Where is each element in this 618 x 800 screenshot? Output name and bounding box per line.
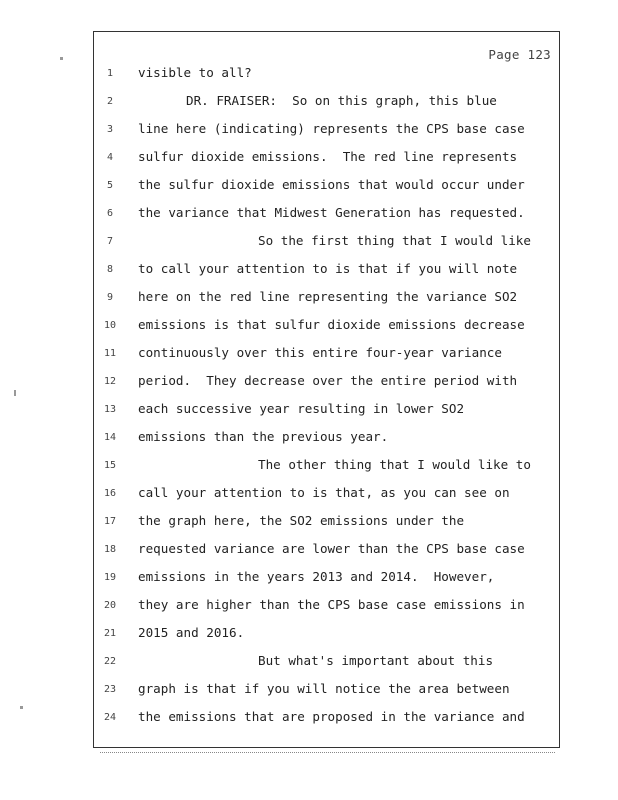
- line-text: the emissions that are proposed in the variance and: [138, 709, 525, 724]
- scan-speck: [60, 57, 63, 60]
- scan-bottom-rule: [100, 752, 555, 754]
- line-text: requested variance are lower than the CPS base case: [138, 541, 525, 556]
- transcript-line: [94, 177, 561, 197]
- line-text: call your attention to is that, as you can see on: [138, 485, 510, 500]
- transcript-line: [94, 345, 561, 365]
- line-number: 20: [103, 600, 117, 611]
- line-text: The other thing that I would like to: [258, 457, 531, 472]
- line-number: 2: [106, 96, 114, 107]
- line-number: 17: [103, 516, 117, 527]
- transcript-line: [94, 485, 561, 505]
- line-text: the sulfur dioxide emissions that would occur under: [138, 177, 525, 192]
- line-text: 2015 and 2016.: [138, 625, 245, 640]
- line-number: 19: [103, 572, 117, 583]
- transcript-line: [94, 233, 561, 253]
- transcript-line: [94, 513, 561, 533]
- line-text: visible to all?: [138, 65, 252, 80]
- line-text: the variance that Midwest Generation has requested.: [138, 205, 525, 220]
- transcript-line: [94, 121, 561, 141]
- transcript-line: [94, 457, 561, 477]
- scan-speck: [14, 390, 16, 396]
- line-text: emissions than the previous year.: [138, 429, 389, 444]
- line-number: 14: [103, 432, 117, 443]
- transcript-line: [94, 65, 561, 85]
- transcript-line: [94, 401, 561, 421]
- line-number: 3: [106, 124, 114, 135]
- line-text: sulfur dioxide emissions. The red line represents: [138, 149, 518, 164]
- line-text: line here (indicating) represents the CPS base case: [138, 121, 525, 136]
- transcript-line: [94, 681, 561, 701]
- line-number: 21: [103, 628, 117, 639]
- line-number: 15: [103, 460, 117, 471]
- line-text: the graph here, the SO2 emissions under the: [138, 513, 465, 528]
- transcript-line: [94, 205, 561, 225]
- line-number: 7: [106, 236, 114, 247]
- transcript-line: [94, 541, 561, 561]
- line-text: each successive year resulting in lower SO2: [138, 401, 465, 416]
- line-number: 5: [106, 180, 114, 191]
- line-number: 6: [106, 208, 114, 219]
- line-number: 11: [103, 348, 117, 359]
- line-text: So the first thing that I would like: [258, 233, 531, 248]
- scan-speck: [20, 706, 23, 709]
- line-text: graph is that if you will notice the area between: [138, 681, 510, 696]
- page-number: Page 123: [488, 47, 551, 62]
- transcript-line: [94, 149, 561, 169]
- transcript-line: [94, 597, 561, 617]
- line-text: to call your attention to is that if you will note: [138, 261, 518, 276]
- transcript-line: [94, 373, 561, 393]
- transcript-line: [94, 93, 561, 113]
- line-number: 10: [103, 320, 117, 331]
- line-number: 1: [106, 68, 114, 79]
- line-number: 9: [106, 292, 114, 303]
- line-number: 18: [103, 544, 117, 555]
- transcript-line: [94, 317, 561, 337]
- transcript-line: [94, 289, 561, 309]
- line-number: 16: [103, 488, 117, 499]
- line-number: 13: [103, 404, 117, 415]
- line-number: 4: [106, 152, 114, 163]
- line-text: But what's important about this: [258, 653, 494, 668]
- line-text: emissions is that sulfur dioxide emissions decrease: [138, 317, 525, 332]
- line-text: period. They decrease over the entire period with: [138, 373, 518, 388]
- transcript-line: [94, 261, 561, 281]
- line-number: 24: [103, 712, 117, 723]
- line-text: continuously over this entire four-year variance: [138, 345, 502, 360]
- line-number: 22: [103, 656, 117, 667]
- line-number: 8: [106, 264, 114, 275]
- transcript-line: [94, 625, 561, 645]
- line-text: here on the red line representing the variance SO2: [138, 289, 518, 304]
- transcript-line: [94, 429, 561, 449]
- line-text: emissions in the years 2013 and 2014. However,: [138, 569, 495, 584]
- line-number: 23: [103, 684, 117, 695]
- line-number: 12: [103, 376, 117, 387]
- line-text: DR. FRAISER: So on this graph, this blue: [186, 93, 497, 108]
- transcript-line: [94, 569, 561, 589]
- transcript-line: [94, 653, 561, 673]
- transcript-line: [94, 709, 561, 729]
- line-text: they are higher than the CPS base case emissions in: [138, 597, 525, 612]
- transcript-page: [93, 31, 560, 748]
